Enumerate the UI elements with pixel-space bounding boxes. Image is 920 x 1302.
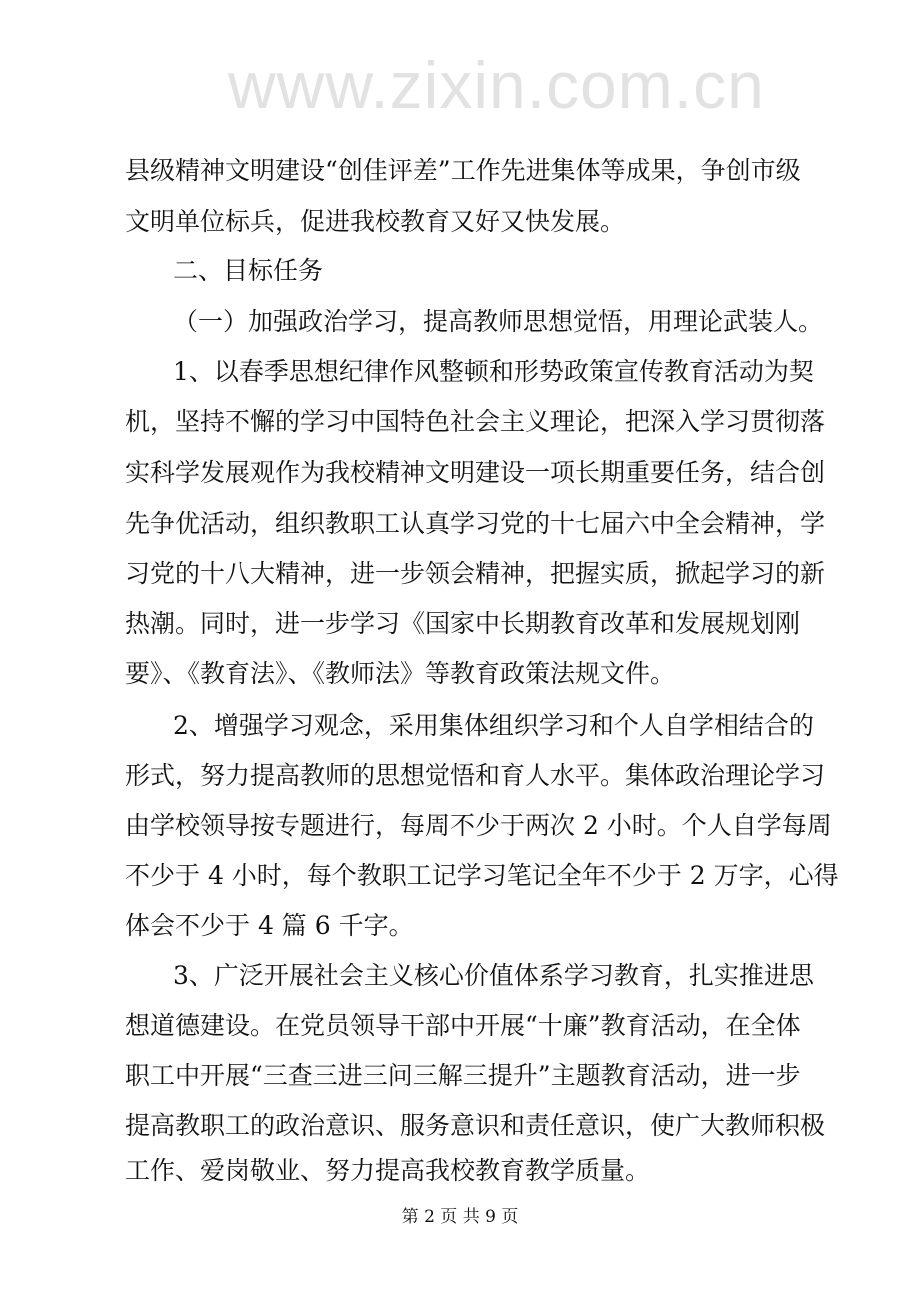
text-line: 形式，努力提高教师的思想觉悟和育人水平。集体政治理论学习 (125, 761, 826, 790)
text-line: 实科学发展观作为我校精神文明建设一项长期重要任务，结合创 (125, 458, 826, 487)
watermark: www.zixin.com.cn (228, 48, 765, 122)
text-line: 文明单位标兵，促进我校教育又好又快发展。 (125, 207, 626, 236)
text-line: 热潮。同时，进一步学习《国家中长期教育改革和发展规划刚 (125, 609, 801, 638)
text-line: 由学校领导按专题进行，每周不少于两次 2 小时。个人自学每周 (125, 811, 832, 840)
text-line: 体会不少于 4 篇 6 千字。 (125, 911, 414, 940)
text-line: 想道德建设。在党员领导干部中开展“十廉”教育活动，在全体 (125, 1011, 801, 1040)
text-line: 2、增强学习观念，采用集体组织学习和个人自学相结合的 (173, 711, 814, 740)
page-footer: 第 2 页 共 9 页 (401, 1207, 519, 1227)
text-line: 习党的十八大精神，进一步领会精神，把握实质，掀起学习的新 (125, 559, 826, 588)
text-line: 要》、《教育法》、《教师法》等教育政策法规文件。 (125, 659, 676, 688)
text-line: 提高教职工的政治意识、服务意识和责任意识，使广大教师积极 (125, 1111, 826, 1140)
text-line: 3、广泛开展社会主义核心价值体系学习教育，扎实推进思 (173, 961, 814, 990)
text-line: 1、以春季思想纪律作风整顿和形势政策宣传教育活动为契 (173, 357, 814, 386)
text-line: （一）加强政治学习，提高教师思想觉悟，用理论武装人。 (173, 307, 824, 336)
text-line: 二、目标任务 (173, 256, 324, 285)
text-line: 先争优活动，组织教职工认真学习党的十七届六中全会精神，学 (125, 509, 826, 538)
text-line: 县级精神文明建设“创佳评差”工作先进集体等成果，争创市级 (125, 156, 801, 185)
text-line: 不少于 4 小时，每个教职工记学习笔记全年不少于 2 万字，心得 (125, 861, 839, 890)
text-line: 职工中开展“三查三进三问三解三提升”主题教育活动，进一步 (125, 1061, 801, 1090)
text-line: 机，坚持不懈的学习中国特色社会主义理论，把深入学习贯彻落 (125, 407, 826, 436)
text-line: 工作、爱岗敬业、努力提高我校教育教学质量。 (125, 1156, 651, 1185)
